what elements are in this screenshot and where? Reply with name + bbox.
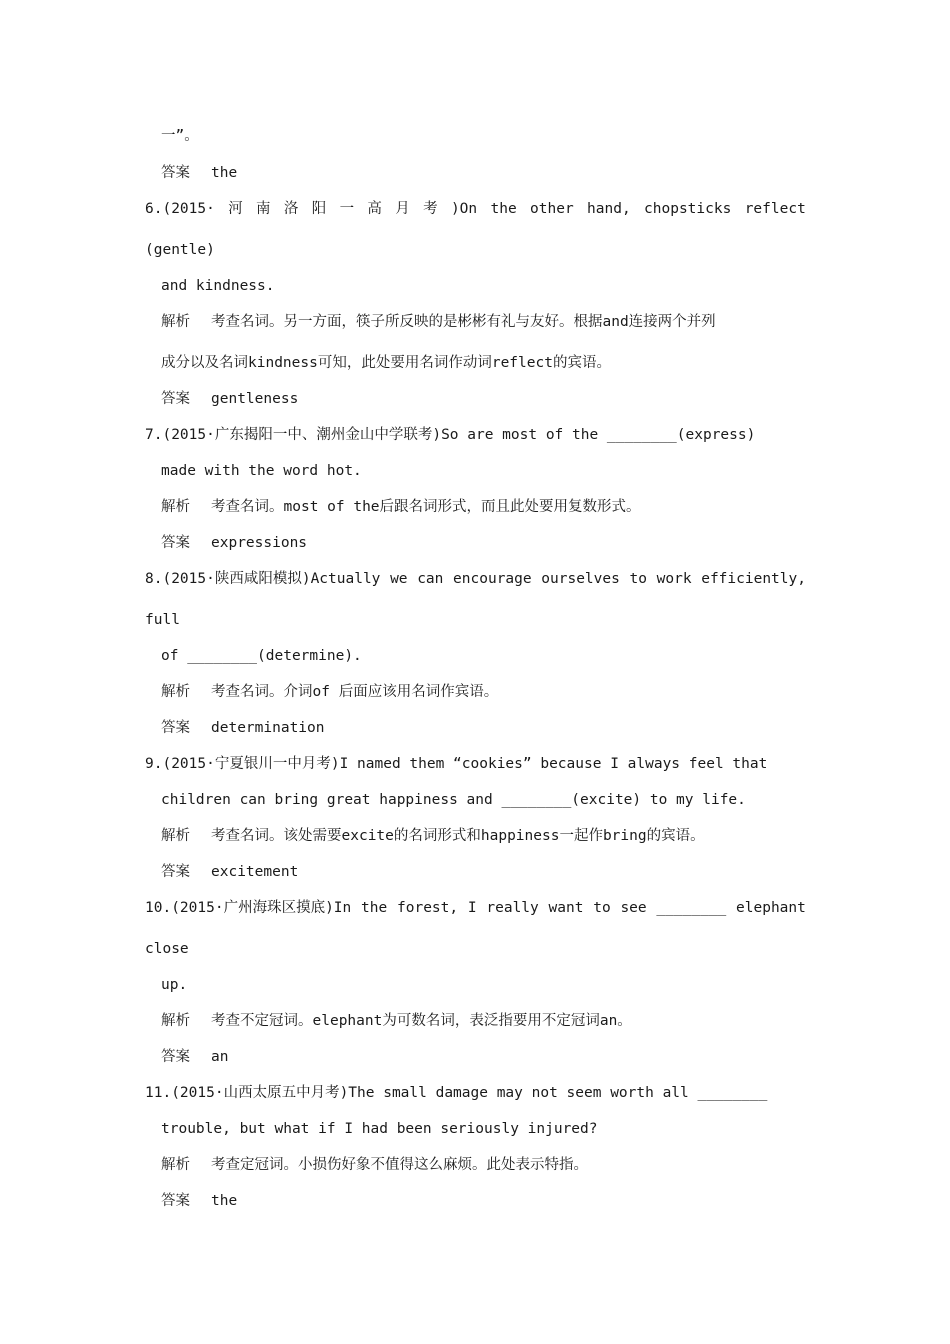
word: really bbox=[486, 900, 539, 916]
answer-line bbox=[161, 1191, 237, 1211]
answer-line bbox=[161, 389, 298, 409]
word: 河 bbox=[228, 201, 243, 217]
word: see bbox=[620, 900, 647, 916]
word: 南 bbox=[256, 201, 271, 217]
word: ________ bbox=[656, 900, 727, 916]
answer-text: the bbox=[211, 165, 238, 181]
explanation-line bbox=[161, 682, 498, 702]
word: 考 bbox=[423, 201, 438, 217]
explanation-label: 解析 bbox=[161, 828, 190, 844]
answer-label: 答案 bbox=[161, 720, 190, 736]
word: the bbox=[490, 201, 517, 217]
explanation-line bbox=[161, 1155, 588, 1175]
text-line: full bbox=[145, 612, 180, 628]
answer-line bbox=[161, 862, 298, 882]
explanation-label: 解析 bbox=[161, 1013, 190, 1029]
answer-text: gentleness bbox=[211, 391, 299, 407]
explanation-label: 解析 bbox=[161, 314, 190, 330]
word: reflect bbox=[744, 201, 806, 217]
explanation-label: 解析 bbox=[161, 1157, 190, 1173]
word: forest, bbox=[397, 900, 459, 916]
answer-text: an bbox=[211, 1049, 229, 1065]
answer-label: 答案 bbox=[161, 1193, 190, 1209]
word: 高 bbox=[367, 201, 382, 217]
explanation-text: 考查名词。most of the后跟名词形式，而且此处要用复数形式。 bbox=[211, 499, 641, 515]
word: we bbox=[390, 571, 408, 587]
word: ourselves bbox=[541, 571, 620, 587]
word: to bbox=[593, 900, 611, 916]
text-line: of ________(determine). bbox=[161, 648, 362, 664]
text-line: (gentle) bbox=[145, 242, 215, 258]
question-6-head bbox=[145, 199, 806, 219]
explanation-text: 考查名词。另一方面，筷子所反映的是彬彬有礼与友好。根据and连接两个并列 bbox=[211, 314, 716, 330]
word: hand, bbox=[587, 201, 631, 217]
explanation-text: 考查定冠词。小损伤好象不值得这么麻烦。此处表示特指。 bbox=[211, 1157, 588, 1173]
answer-line bbox=[161, 718, 325, 738]
text-line: trouble, but what if I had been seriously injured? bbox=[161, 1121, 598, 1137]
word: other bbox=[530, 201, 574, 217]
text-line: close bbox=[145, 941, 189, 957]
text-line: and kindness. bbox=[161, 278, 275, 294]
word: chopsticks bbox=[644, 201, 732, 217]
explanation-line: 成分以及名词kindness可知，此处要用名词作动词reflect的宾语。 bbox=[161, 355, 611, 371]
question-11-head: 11.(2015·山西太原五中月考)The small damage may not seem worth all ________ bbox=[145, 1085, 768, 1101]
question-7-head: 7.(2015·广东揭阳一中、潮州金山中学联考)So are most of the ________(express) bbox=[145, 427, 756, 443]
word: 6.(2015· bbox=[145, 201, 215, 217]
explanation-label: 解析 bbox=[161, 499, 190, 515]
explanation-line bbox=[161, 497, 641, 517]
text-line: made with the word hot. bbox=[161, 463, 362, 479]
question-10-head bbox=[145, 898, 806, 918]
text-line: 一”。 bbox=[161, 128, 199, 144]
word: I bbox=[467, 900, 477, 916]
explanation-line bbox=[161, 826, 705, 846]
word: 8.(2015·陕西咸阳模拟)Actually bbox=[145, 571, 381, 587]
explanation-text: 考查名词。该处需要excite的名词形式和happiness一起作bring的宾语。 bbox=[211, 828, 705, 844]
answer-line bbox=[161, 163, 237, 183]
answer-text: determination bbox=[211, 720, 325, 736]
word: 洛 bbox=[283, 201, 299, 217]
answer-label: 答案 bbox=[161, 535, 190, 551]
answer-line bbox=[161, 533, 307, 553]
word: 一 bbox=[339, 201, 355, 217]
answer-line bbox=[161, 1047, 228, 1067]
explanation-label: 解析 bbox=[161, 684, 190, 700]
word: )On bbox=[450, 201, 478, 217]
explanation-text: 考查不定冠词。elephant为可数名词，表泛指要用不定冠词an。 bbox=[211, 1013, 632, 1029]
word: the bbox=[361, 900, 388, 916]
answer-label: 答案 bbox=[161, 391, 190, 407]
word: to bbox=[629, 571, 647, 587]
answer-label: 答案 bbox=[161, 1049, 190, 1065]
word: encourage bbox=[453, 571, 532, 587]
explanation-line bbox=[161, 1011, 632, 1031]
word: 月 bbox=[395, 201, 410, 217]
text-line: up. bbox=[161, 977, 188, 993]
word: elephant bbox=[736, 900, 806, 916]
word: 阳 bbox=[311, 201, 327, 217]
word: can bbox=[417, 571, 444, 587]
explanation-text: 考查名词。介词of 后面应该用名词作宾语。 bbox=[211, 684, 499, 700]
explanation-line bbox=[161, 312, 716, 332]
word: want bbox=[548, 900, 584, 916]
word: efficiently, bbox=[701, 571, 806, 587]
answer-text: expressions bbox=[211, 535, 308, 551]
answer-text: excitement bbox=[211, 864, 299, 880]
answer-text: the bbox=[211, 1193, 238, 1209]
word: 10.(2015·广州海珠区摸底)In bbox=[145, 900, 352, 916]
answer-label: 答案 bbox=[161, 864, 190, 880]
question-8-head bbox=[145, 569, 806, 589]
word: work bbox=[656, 571, 692, 587]
question-9-head: 9.(2015·宁夏银川一中月考)I named them “cookies” because I always feel that bbox=[145, 756, 768, 772]
text-line: children can bring great happiness and ________(excite) to my life. bbox=[161, 792, 746, 808]
answer-label: 答案 bbox=[161, 165, 190, 181]
